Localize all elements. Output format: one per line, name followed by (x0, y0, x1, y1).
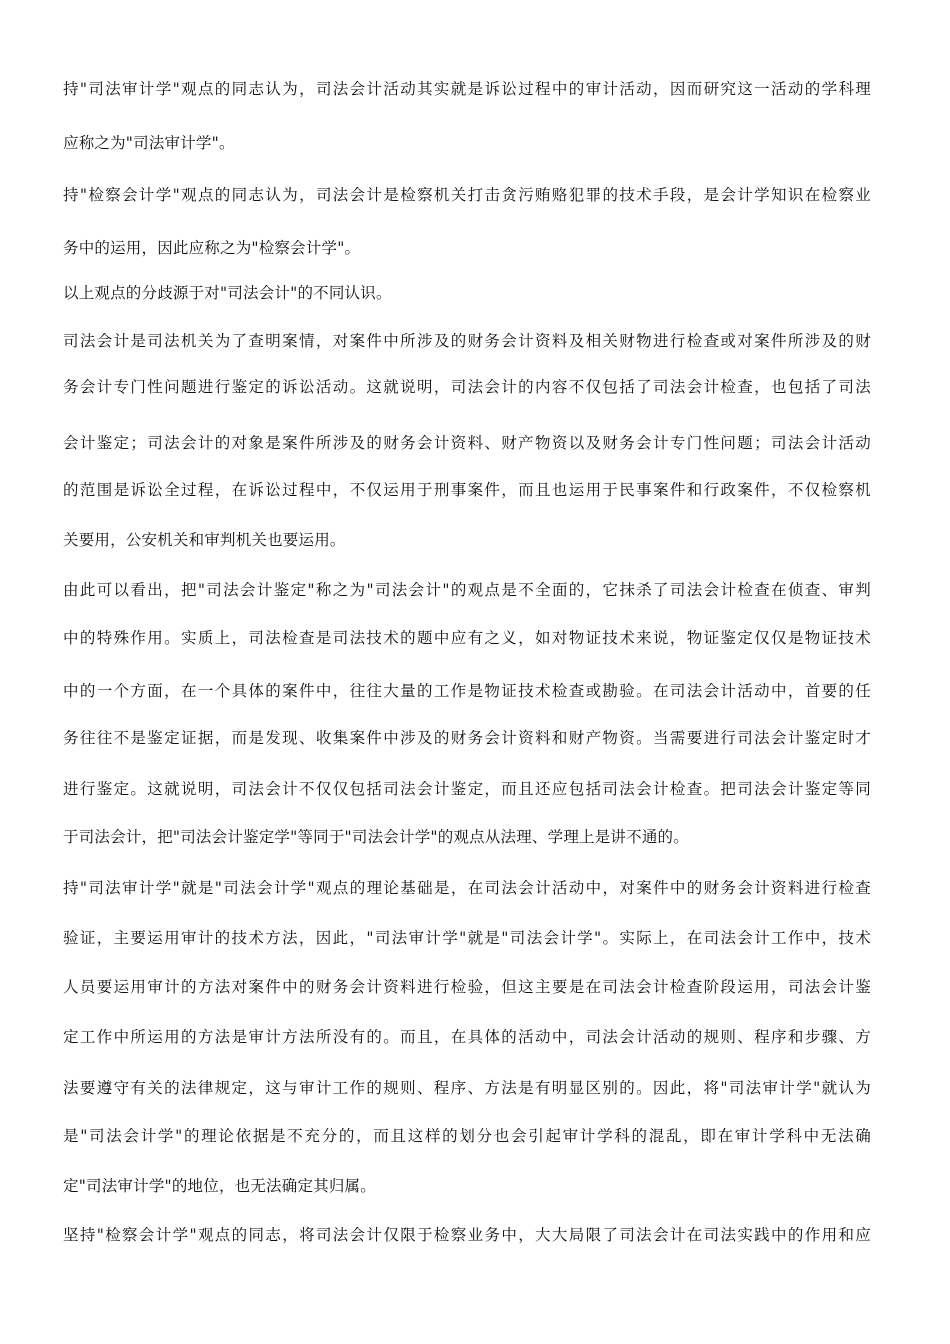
text-line: 关要用，公安机关和审判机关也要运用。 (63, 531, 346, 549)
text-line: 法要遵守有关的法律规定，这与审计工作的规则、程序、方法是有明显区别的。因此，将"司法审计学"就认为 (63, 1079, 871, 1097)
text-line: 以上观点的分歧源于对"司法会计"的不同认识。 (63, 284, 392, 302)
text-line: 会计鉴定；司法会计的对象是案件所涉及的财务会计资料、财产物资以及财务会计专门性问题；司法会计活动 (63, 434, 871, 452)
text-line: 中的特殊作用。实质上，司法检查是司法技术的题中应有之义，如对物证技术来说，物证鉴定仅仅是物证技术 (63, 629, 871, 647)
text-line: 是"司法会计学"的理论依据是不充分的，而且这样的划分也会引起审计学科的混乱，即在审计学科中无法确 (63, 1127, 871, 1145)
text-line: 人员要运用审计的方法对案件中的财务会计资料进行检验，但这主要是在司法会计检查阶段运用，司法会计鉴 (63, 978, 871, 996)
text-line: 司法会计是司法机关为了查明案情，对案件中所涉及的财务会计资料及相关财物进行检查或对案件所涉及的财 (63, 332, 871, 350)
text-line: 中的一个方面，在一个具体的案件中，往往大量的工作是物证技术检查或勘验。在司法会计活动中，首要的任 (63, 682, 871, 700)
text-line: 持"司法审计学"观点的同志认为，司法会计活动其实就是诉讼过程中的审计活动，因而研究这一活动的学科理 (63, 80, 871, 98)
text-line: 进行鉴定。这就说明，司法会计不仅仅包括司法会计鉴定，而且还应包括司法会计检查。把司法会计鉴定等同 (63, 780, 871, 798)
text-line: 于司法会计，把"司法会计鉴定学"等同于"司法会计学"的观点从法理、学理上是讲不通的。 (63, 828, 689, 846)
text-line: 定"司法审计学"的地位，也无法确定其归属。 (63, 1177, 376, 1195)
text-line: 验证，主要运用审计的技术方法，因此，"司法审计学"就是"司法会计学"。实际上，在司法会计工作中，技术 (63, 929, 871, 947)
text-line: 的范围是诉讼全过程，在诉讼过程中，不仅运用于刑事案件，而且也运用于民事案件和行政案件，不仅检察机 (63, 481, 871, 499)
text-line: 由此可以看出，把"司法会计鉴定"称之为"司法会计"的观点是不全面的，它抹杀了司法会计检查在侦查、审判 (63, 581, 871, 599)
text-line: 持"检察会计学"观点的同志认为，司法会计是检察机关打击贪污贿赂犯罪的技术手段，是会计学知识在检察业 (63, 186, 871, 204)
text-line: 务往往不是鉴定证据，而是发现、收集案件中涉及的财务会计资料和财产物资。当需要进行司法会计鉴定时才 (63, 729, 871, 747)
text-line: 应称之为"司法审计学"。 (63, 134, 235, 152)
text-line: 务会计专门性问题进行鉴定的诉讼活动。这就说明，司法会计的内容不仅包括了司法会计检查，也包括了司法 (63, 378, 871, 396)
text-line: 定工作中所运用的方法是审计方法所没有的。而且，在具体的活动中，司法会计活动的规则、程序和步骤、方 (63, 1028, 871, 1046)
text-line: 坚持"检察会计学"观点的同志，将司法会计仅限于检察业务中，大大局限了司法会计在司法实践中的作用和应 (63, 1226, 871, 1244)
text-line: 持"司法审计学"就是"司法会计学"观点的理论基础是，在司法会计活动中，对案件中的财务会计资料进行检查 (63, 879, 871, 897)
text-line: 务中的运用，因此应称之为"检察会计学"。 (63, 239, 361, 257)
